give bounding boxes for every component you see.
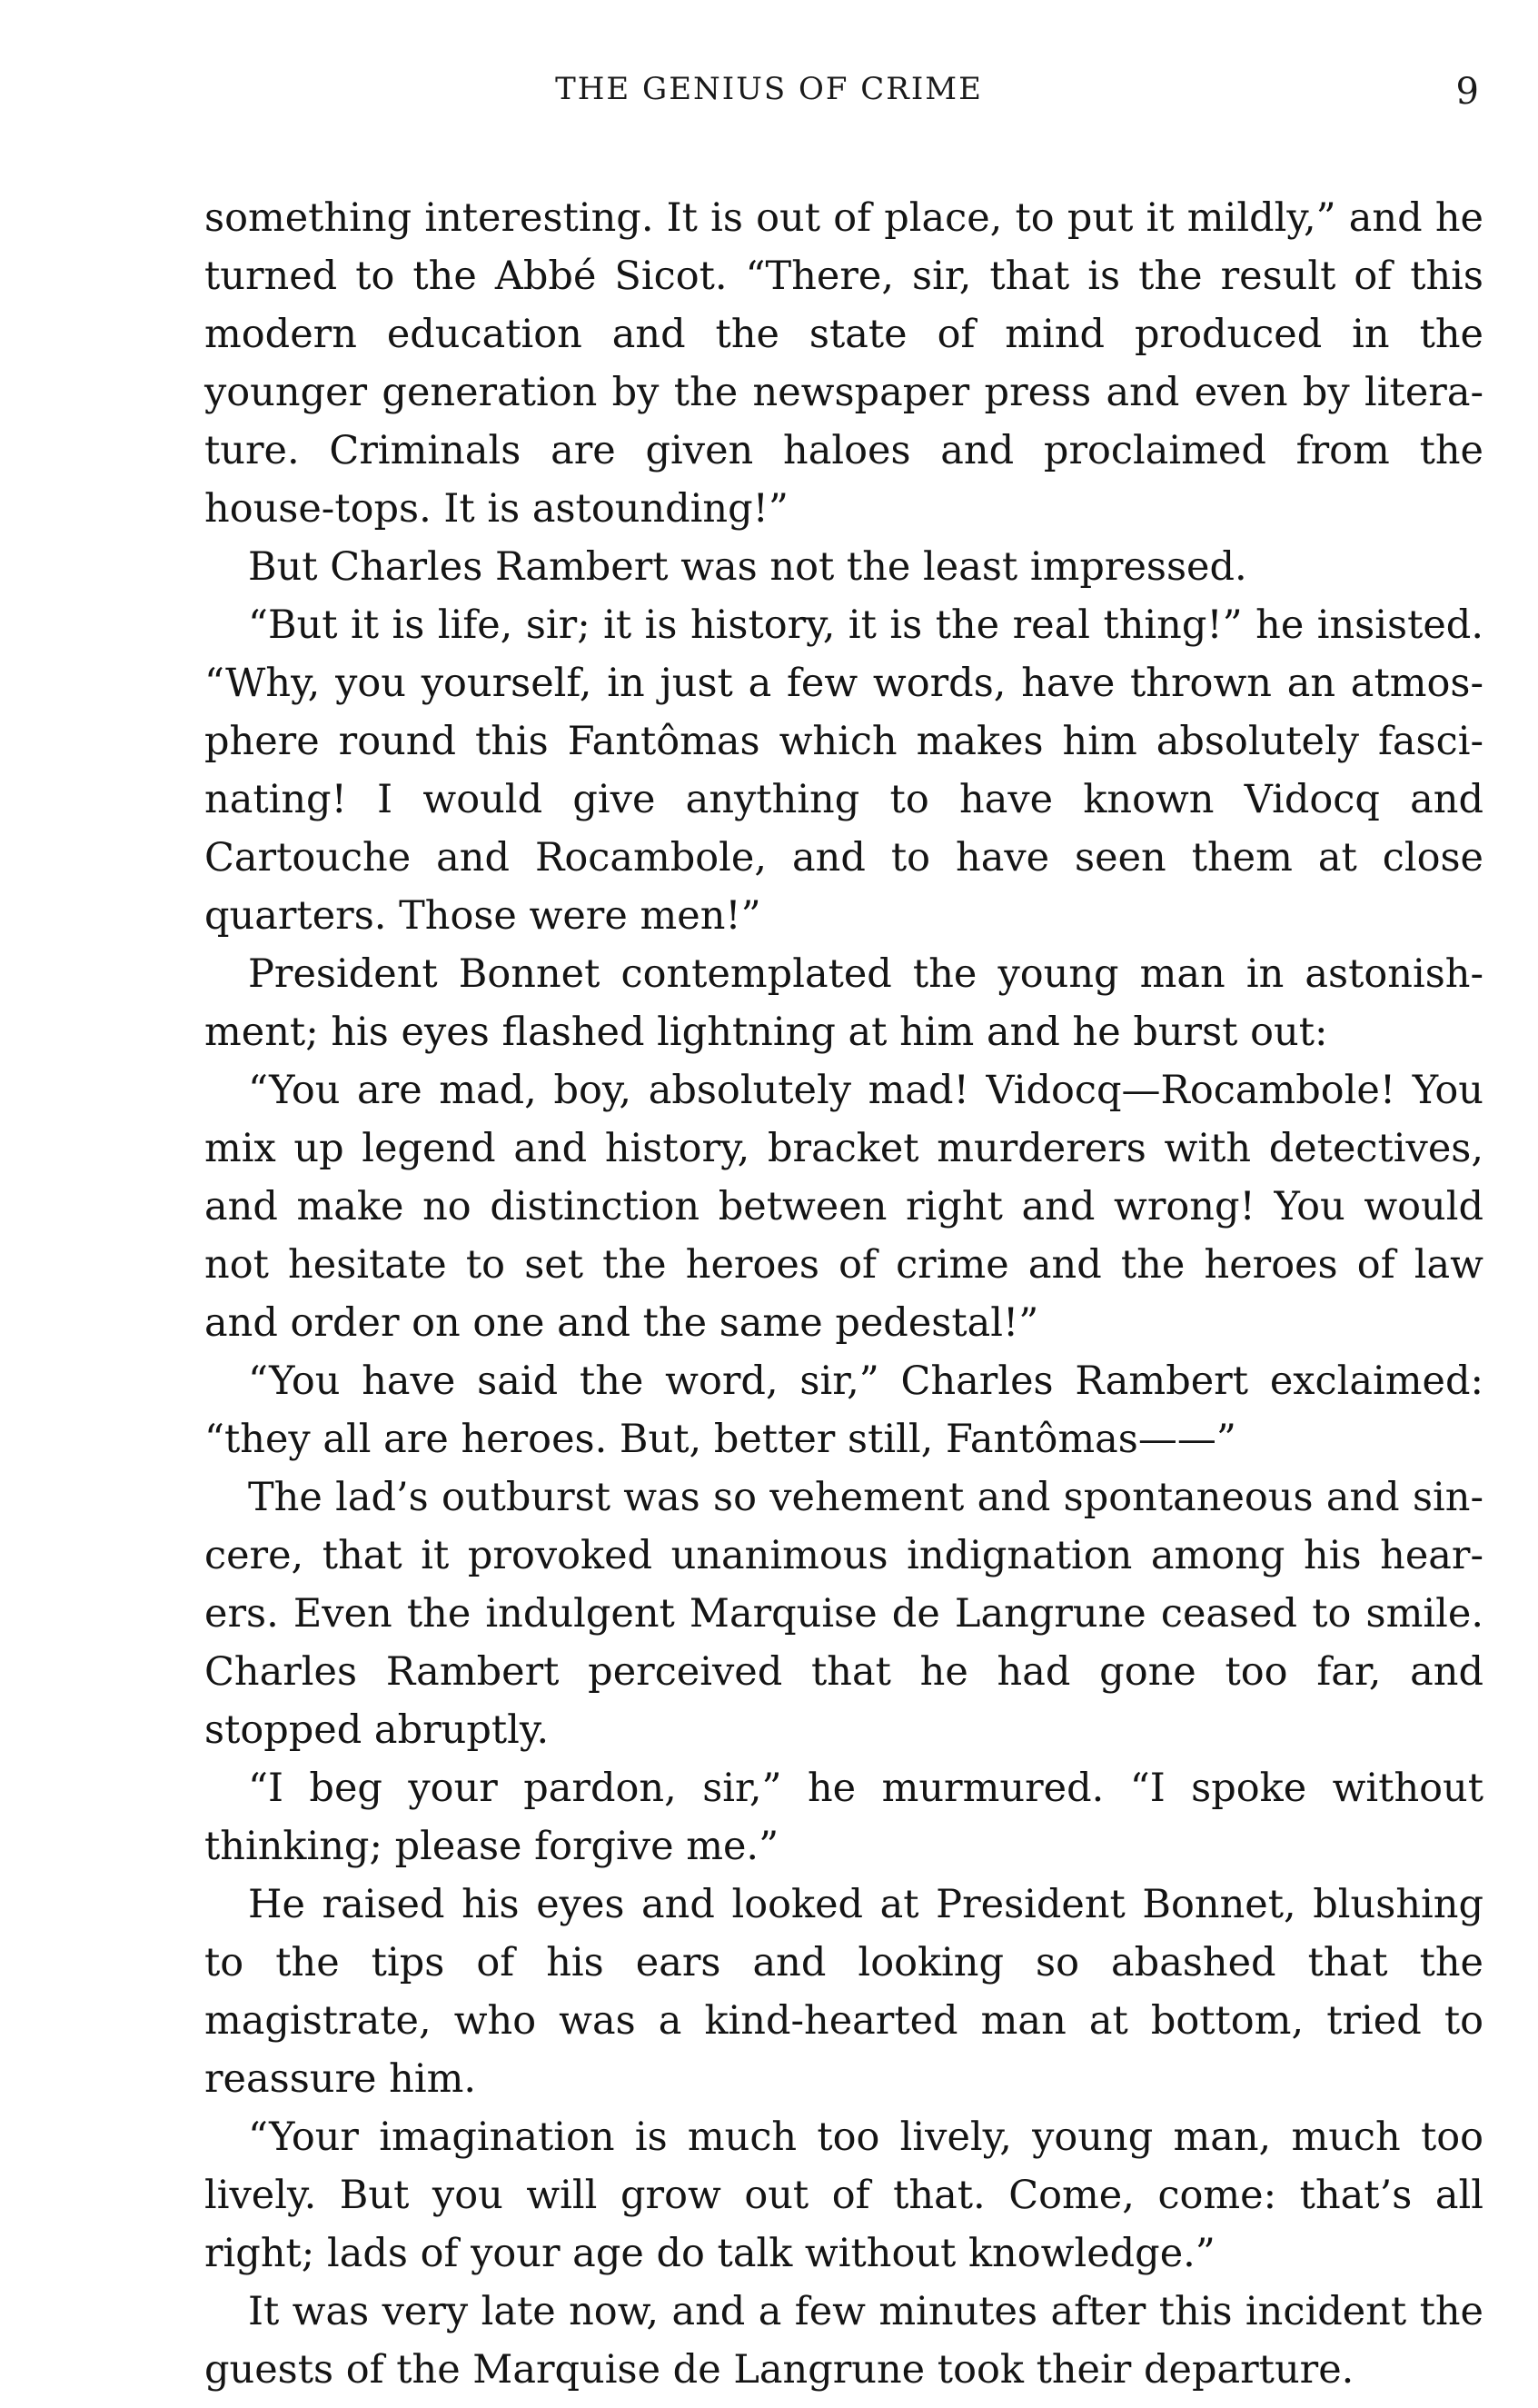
body-text xyxy=(204,189,1483,2399)
paragraph: “But it is life, sir; it is history, it is the real thing!” he insisted. “Why, you yourself, in just a few words, have thrown an atmosphere round this Fantômas which makes him absolutely fascinating! I would give anything to have known Vidocq and Cartouche and Rocambole, and to have seen them at close quarters. Those were men!” xyxy=(204,602,1483,939)
paragraph: “Your imagination is much too lively, young man, much too lively. But you will grow out of that. Come, come: that’s all right; lads of your age do talk without knowledge.” xyxy=(204,2114,1483,2276)
running-head xyxy=(0,71,1538,116)
paragraph: He raised his eyes and looked at President Bonnet, blushing to the tips of his ears and looking so abashed that the magistrate, who was a kind-hearted man at bottom, tried to reassure him. xyxy=(204,1882,1483,2102)
paragraph: “I beg your pardon, sir,” he murmured. “I spoke without thinking; please forgive me.” xyxy=(204,1766,1483,1869)
paragraph: It was very late now, and a few minutes after this incident the guests of the Marquise de Langrune took their departure. xyxy=(204,2289,1483,2393)
paragraph: “You are mad, boy, absolutely mad! Vidocq—Rocambole! You mix up legend and history, bracket murderers with detectives, and make no distinction between right and wrong! You would not hesitate to set the heroes of crime and the heroes of law and order on one and the same pedestal!” xyxy=(204,1068,1483,1346)
page-number: 9 xyxy=(1455,71,1479,113)
paragraph: But Charles Rambert was not the least impressed. xyxy=(248,544,1247,590)
paragraph: something interesting. It is out of place, to put it mildly,” and he turned to the Abbé Sicot. “There, sir, that is the result of this modern education and the state of mind produced in the younger generation by the newspaper press and even by literature. Criminals are given haloes and proclaimed from the house-tops. It is astounding!” xyxy=(204,195,1483,532)
paragraph: President Bonnet contemplated the young man in astonishment; his eyes flashed lightning at him and he burst out: xyxy=(204,951,1483,1055)
paragraph: The lad’s outburst was so vehement and spontaneous and sincere, that it provoked unanimous indignation among his hearers. Even the indulgent Marquise de Langrune ceased to smile. Charles Rambert perceived that he had gone too far, and stopped abruptly. xyxy=(204,1475,1483,1753)
running-title: THE GENIUS OF CRIME xyxy=(555,71,983,107)
paragraph: “You have said the word, sir,” Charles Rambert exclaimed: “they all are heroes. But, better still, Fantômas——” xyxy=(204,1358,1483,1462)
